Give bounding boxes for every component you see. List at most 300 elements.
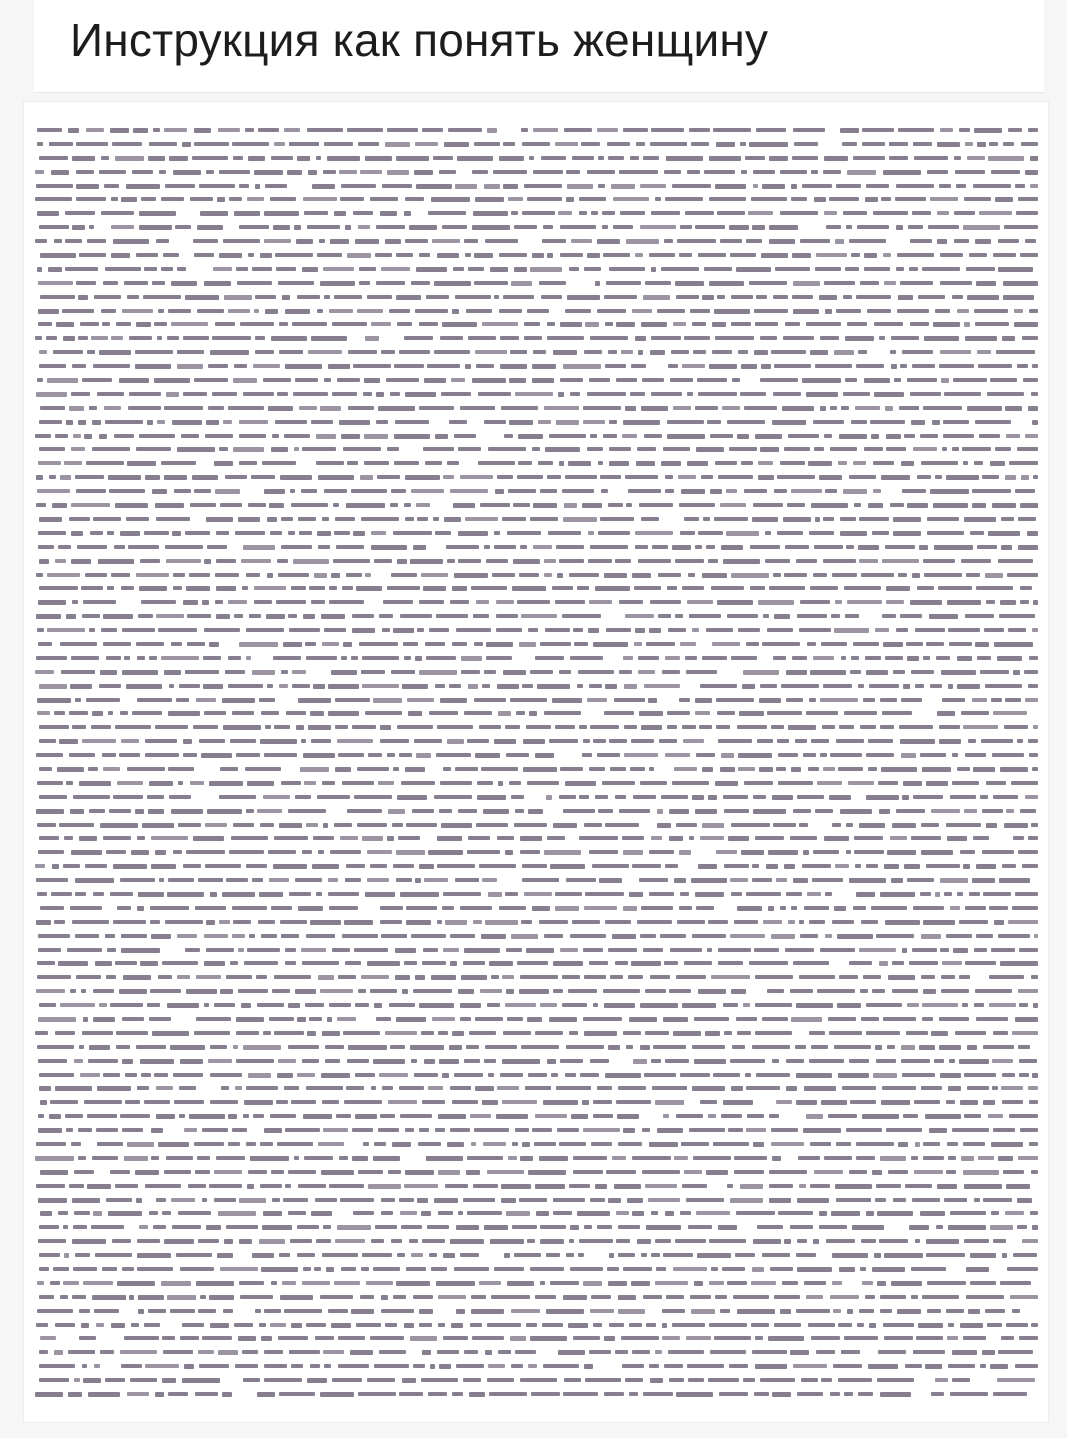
micro-text-word [907, 1003, 919, 1007]
micro-text-word [1015, 1017, 1038, 1022]
micro-text-word [784, 1239, 790, 1244]
micro-text-word [239, 1281, 264, 1285]
micro-text-word [304, 211, 328, 215]
micro-text-word [405, 1170, 434, 1175]
micro-text-word [107, 586, 114, 590]
micro-text-word [1022, 1239, 1038, 1243]
micro-text-word [950, 1392, 988, 1396]
micro-text-word [926, 864, 960, 868]
micro-text-word [365, 711, 401, 715]
micro-text-word [881, 475, 911, 480]
micro-text-word [778, 753, 798, 757]
micro-text-word [579, 725, 587, 729]
micro-text-word [976, 864, 996, 869]
micro-text-word [604, 295, 638, 299]
micro-text-word [83, 1378, 101, 1383]
micro-text-word [858, 1392, 873, 1396]
micro-text-word [849, 1059, 869, 1063]
micro-text-word [252, 670, 276, 675]
micro-text-word [39, 559, 49, 564]
micro-text-word [597, 1225, 612, 1229]
micro-text-word [76, 184, 98, 189]
micro-text-word [556, 1086, 591, 1090]
micro-text-word [335, 517, 356, 521]
micro-text-word [988, 1114, 1003, 1118]
micro-text-word [614, 698, 645, 702]
micro-text-word [820, 753, 827, 757]
micro-text-word [72, 600, 78, 604]
micro-text-word [821, 1378, 833, 1382]
micro-text-word [1024, 670, 1038, 674]
micro-text-word [82, 614, 100, 618]
micro-text-word [811, 170, 818, 174]
micro-text-word [72, 1198, 100, 1203]
micro-text-word [354, 795, 392, 799]
micro-text-word [704, 267, 732, 271]
micro-text-word [741, 461, 753, 465]
micro-text-word [865, 656, 880, 660]
micro-text-word [177, 364, 203, 369]
micro-text-word [37, 211, 59, 216]
micro-text-word [657, 809, 664, 814]
micro-text-word [593, 642, 629, 647]
micro-text-word [970, 531, 984, 535]
micro-text-word [709, 1239, 746, 1243]
micro-text-word [334, 211, 346, 216]
micro-text-word [435, 1128, 445, 1132]
micro-text-word [980, 670, 1010, 674]
micro-text-word [559, 559, 584, 563]
micro-text-word [955, 1031, 987, 1035]
micro-text-word [970, 1281, 997, 1285]
micro-text-word [1011, 781, 1038, 785]
micro-text-word [333, 503, 340, 507]
micro-text-word [147, 795, 164, 799]
micro-text-word [753, 795, 766, 799]
micro-text-word [380, 211, 397, 216]
micro-text-word [501, 1184, 530, 1189]
micro-text-word [412, 809, 435, 813]
micro-text-word [490, 267, 508, 272]
micro-text-word [244, 1100, 273, 1105]
micro-text-word [419, 253, 430, 257]
micro-text-word [77, 545, 107, 549]
micro-text-word [762, 184, 786, 189]
micro-text-word [583, 1128, 620, 1132]
micro-text-word [229, 850, 264, 854]
micro-text-word [426, 656, 456, 660]
micro-text-word [582, 753, 592, 757]
micro-text-word [99, 170, 125, 174]
micro-text-word [900, 281, 934, 285]
micro-text-word [869, 684, 899, 688]
micro-text-word [35, 434, 51, 438]
micro-text-word [669, 1378, 685, 1382]
micro-text-word [294, 447, 299, 451]
micro-text-word [419, 600, 445, 604]
micro-text-word [305, 642, 316, 646]
micro-text-word [343, 447, 381, 451]
micro-text-word [437, 920, 442, 924]
micro-text-word [912, 211, 931, 215]
micro-text-word [923, 1142, 940, 1146]
micro-text-word [388, 1170, 402, 1174]
micro-text-word [522, 684, 532, 688]
micro-text-word [926, 1239, 959, 1244]
micro-text-word [618, 1253, 634, 1257]
micro-text-word [87, 1184, 111, 1189]
micro-text-word [569, 267, 580, 271]
micro-text-word [474, 281, 507, 285]
micro-text-word [393, 767, 399, 771]
micro-text-word [274, 975, 311, 979]
micro-text-word [540, 1225, 565, 1229]
micro-text-word [380, 1114, 395, 1118]
micro-text-word [609, 447, 631, 451]
micro-text-word [993, 711, 1027, 715]
micro-text-word [843, 489, 867, 494]
micro-text-word [89, 406, 97, 410]
micro-text-word [828, 1114, 858, 1118]
micro-text-word [145, 475, 160, 480]
micro-text-word [940, 948, 949, 952]
micro-text-word [965, 336, 997, 341]
micro-text-word [75, 475, 105, 479]
micro-text-word [331, 1323, 351, 1328]
micro-text-word [640, 184, 666, 188]
micro-text-word [553, 1211, 572, 1215]
micro-text-word [325, 1059, 340, 1063]
micro-text-word [598, 531, 630, 535]
micro-text-word [640, 225, 676, 229]
micro-text-word [791, 184, 796, 189]
micro-text-word [233, 823, 254, 827]
micro-text-word [559, 1142, 586, 1146]
micro-text-word [754, 948, 779, 952]
micro-text-word [206, 948, 234, 952]
micro-text-word [946, 823, 981, 827]
micro-text-word [841, 656, 846, 660]
micro-text-word [370, 197, 398, 201]
micro-text-line [34, 944, 1038, 958]
micro-text-word [676, 295, 699, 299]
micro-text-word [618, 1142, 642, 1146]
micro-text-word [913, 142, 933, 146]
micro-text-word [771, 1128, 798, 1132]
micro-text-word [397, 1253, 406, 1257]
micro-text-word [643, 1295, 663, 1299]
micro-text-word [758, 461, 773, 465]
micro-text-word [578, 1253, 584, 1257]
micro-text-word [922, 767, 951, 772]
micro-text-line [34, 1374, 1038, 1388]
micro-text-word [886, 600, 904, 604]
micro-text-word [38, 322, 51, 326]
micro-text-word [185, 531, 209, 535]
micro-text-word [204, 281, 232, 286]
micro-text-word [1032, 420, 1038, 425]
micro-text-word [520, 1378, 557, 1382]
micro-text-word [505, 850, 513, 855]
micro-text-word [592, 864, 629, 868]
micro-text-word [297, 1073, 315, 1077]
micro-text-word [604, 573, 628, 578]
micro-text-word [646, 1323, 655, 1327]
micro-text-word [948, 628, 980, 632]
micro-text-word [323, 1128, 349, 1132]
micro-text-word [584, 823, 602, 827]
micro-text-word [665, 656, 680, 660]
micro-text-word [547, 253, 553, 258]
micro-text-word [307, 1031, 315, 1036]
micro-text-word [240, 1295, 274, 1299]
micro-text-word [793, 878, 808, 883]
micro-text-word [445, 920, 467, 925]
micro-text-word [636, 142, 645, 146]
micro-text-word [446, 545, 479, 549]
micro-text-word [651, 336, 681, 340]
micro-text-word [907, 656, 919, 661]
micro-text-word [471, 1142, 477, 1146]
micro-text-word [342, 934, 378, 938]
micro-text-word [277, 392, 288, 396]
micro-text-word [609, 739, 627, 743]
micro-text-word [975, 989, 1012, 993]
micro-text-word [419, 406, 454, 410]
micro-text-word [306, 823, 318, 827]
micro-text-word [39, 767, 52, 771]
micro-text-word [38, 600, 66, 605]
micro-text-word [1021, 475, 1029, 480]
micro-text-word [299, 531, 312, 535]
micro-text-word [755, 434, 782, 439]
micro-text-word [941, 378, 949, 383]
micro-text-word [183, 753, 198, 757]
micro-text-word [273, 864, 308, 869]
micro-text-word [975, 239, 991, 244]
micro-text-word [302, 850, 312, 854]
micro-text-word [991, 698, 1002, 702]
micro-text-word [562, 975, 580, 979]
micro-text-word [75, 934, 99, 938]
micro-text-word [238, 948, 244, 952]
micro-text-word [792, 295, 813, 299]
micro-text-word [204, 628, 241, 632]
micro-text-word [829, 1031, 862, 1035]
micro-text-word [590, 336, 629, 340]
micro-text-word [323, 267, 355, 271]
micro-text-word [518, 434, 543, 439]
micro-text-word [530, 1336, 568, 1341]
micro-text-word [39, 156, 68, 160]
micro-text-line [34, 1110, 1038, 1124]
micro-text-word [605, 1073, 641, 1078]
micro-text-word [711, 1267, 718, 1271]
micro-text-word [232, 142, 269, 146]
micro-text-word [530, 670, 553, 674]
micro-text-word [546, 1309, 584, 1314]
micro-text-word [588, 531, 594, 535]
micro-text-word [265, 309, 279, 314]
micro-text-word [345, 961, 362, 965]
micro-text-word [884, 281, 896, 285]
micro-text-word [593, 1100, 612, 1104]
micro-text-word [769, 1198, 791, 1203]
micro-text-word [570, 392, 580, 396]
micro-text-word [264, 211, 299, 216]
micro-text-word [177, 350, 204, 354]
micro-text-word [1004, 823, 1028, 828]
micro-text-word [899, 725, 933, 729]
micro-text-word [274, 142, 285, 146]
micro-text-word [357, 767, 389, 771]
micro-text-word [813, 420, 845, 424]
micro-text-word [228, 684, 262, 688]
micro-text-word [95, 1253, 132, 1257]
micro-text-word [281, 934, 299, 938]
micro-text-word [205, 823, 227, 827]
micro-text-word [285, 948, 297, 952]
micro-text-word [136, 322, 151, 327]
micro-text-word [318, 850, 324, 854]
micro-text-word [608, 1045, 620, 1050]
micro-text-word [986, 600, 995, 604]
micro-text-word [156, 614, 184, 618]
micro-text-word [518, 461, 532, 465]
micro-text-word [598, 809, 613, 813]
micro-text-word [1015, 184, 1025, 188]
micro-text-word [698, 392, 737, 396]
micro-text-word [131, 850, 150, 855]
micro-text-word [773, 823, 796, 827]
micro-text-word [989, 1003, 1016, 1007]
micro-text-word [672, 184, 711, 188]
micro-text-word [210, 1323, 230, 1328]
micro-text-word [734, 920, 758, 924]
micro-text-word [682, 1003, 716, 1008]
micro-text-word [422, 1100, 446, 1104]
micro-text-word [986, 781, 1007, 785]
micro-text-word [673, 406, 691, 410]
micro-text-word [171, 322, 208, 326]
micro-text-word [248, 253, 254, 257]
micro-text-word [278, 1336, 308, 1340]
micro-text-word [866, 1211, 874, 1216]
micro-text-word [689, 1128, 725, 1132]
micro-text-word [284, 128, 300, 132]
micro-text-word [892, 961, 904, 965]
micro-text-word [86, 461, 124, 465]
micro-text-word [226, 975, 252, 979]
micro-text-word [676, 975, 706, 979]
micro-text-word [461, 656, 482, 661]
micro-text-word [194, 489, 210, 493]
micro-text-word [968, 1309, 980, 1314]
micro-text-word [341, 1267, 356, 1271]
micro-text-word [650, 350, 666, 355]
micro-text-word [204, 934, 228, 938]
micro-text-word [957, 767, 970, 771]
micro-text-word [928, 225, 959, 229]
micro-text-word [370, 1336, 405, 1340]
micro-text-word [318, 545, 330, 549]
micro-text-word [832, 1253, 868, 1258]
micro-text-word [839, 975, 859, 979]
micro-text-word [799, 823, 808, 827]
micro-text-word [972, 698, 988, 702]
micro-text-word [216, 531, 229, 535]
micro-text-word [715, 1295, 727, 1299]
micro-text-word [847, 170, 876, 175]
micro-text-word [569, 573, 599, 577]
micro-text-word [283, 642, 302, 647]
micro-text-word [774, 614, 790, 619]
micro-text-word [395, 420, 429, 424]
micro-text-word [810, 1184, 831, 1188]
micro-text-word [967, 1086, 989, 1090]
micro-text-word [383, 600, 413, 604]
micro-text-word [790, 1350, 808, 1355]
micro-text-word [149, 1017, 171, 1021]
micro-text-word [760, 447, 779, 452]
micro-text-word [119, 378, 149, 383]
micro-text-line [34, 499, 1038, 513]
micro-text-line [34, 318, 1038, 332]
micro-text-word [437, 253, 460, 258]
micro-text-word [776, 1100, 792, 1104]
micro-text-word [263, 1031, 271, 1035]
micro-text-word [509, 781, 522, 785]
micro-text-word [844, 1336, 879, 1340]
micro-text-word [173, 573, 184, 577]
micro-text-word [387, 170, 409, 175]
micro-text-word [926, 1253, 965, 1257]
micro-text-word [1009, 1114, 1038, 1118]
micro-text-word [445, 1184, 468, 1188]
micro-text-word [584, 975, 606, 979]
micro-text-word [1002, 864, 1016, 868]
micro-text-word [810, 586, 839, 590]
micro-text-word [769, 1170, 807, 1174]
micro-text-word [835, 239, 844, 244]
micro-text-word [991, 1211, 999, 1215]
micro-text-word [253, 364, 280, 368]
micro-text-word [876, 1059, 896, 1063]
micro-text-word [243, 1045, 281, 1050]
micro-text-word [1020, 586, 1033, 590]
micro-text-word [382, 184, 412, 188]
micro-text-word [940, 128, 953, 132]
micro-text-word [877, 1378, 914, 1382]
micro-text-word [660, 934, 686, 938]
micro-text-word [485, 1045, 518, 1049]
micro-text-line [34, 1388, 1038, 1402]
micro-text-word [536, 1211, 549, 1216]
micro-text-word [759, 698, 780, 703]
micro-text-line [34, 249, 1038, 263]
micro-text-word [65, 239, 81, 243]
micro-text-word [673, 1267, 707, 1271]
micro-text-word [271, 1281, 278, 1285]
micro-text-word [206, 517, 233, 522]
micro-text-word [868, 739, 893, 743]
micro-text-word [965, 906, 986, 910]
micro-text-word [54, 239, 63, 243]
micro-text-word [199, 739, 226, 743]
micro-text-word [983, 1198, 1013, 1202]
micro-text-word [719, 1392, 748, 1396]
micro-text-word [351, 1309, 374, 1314]
